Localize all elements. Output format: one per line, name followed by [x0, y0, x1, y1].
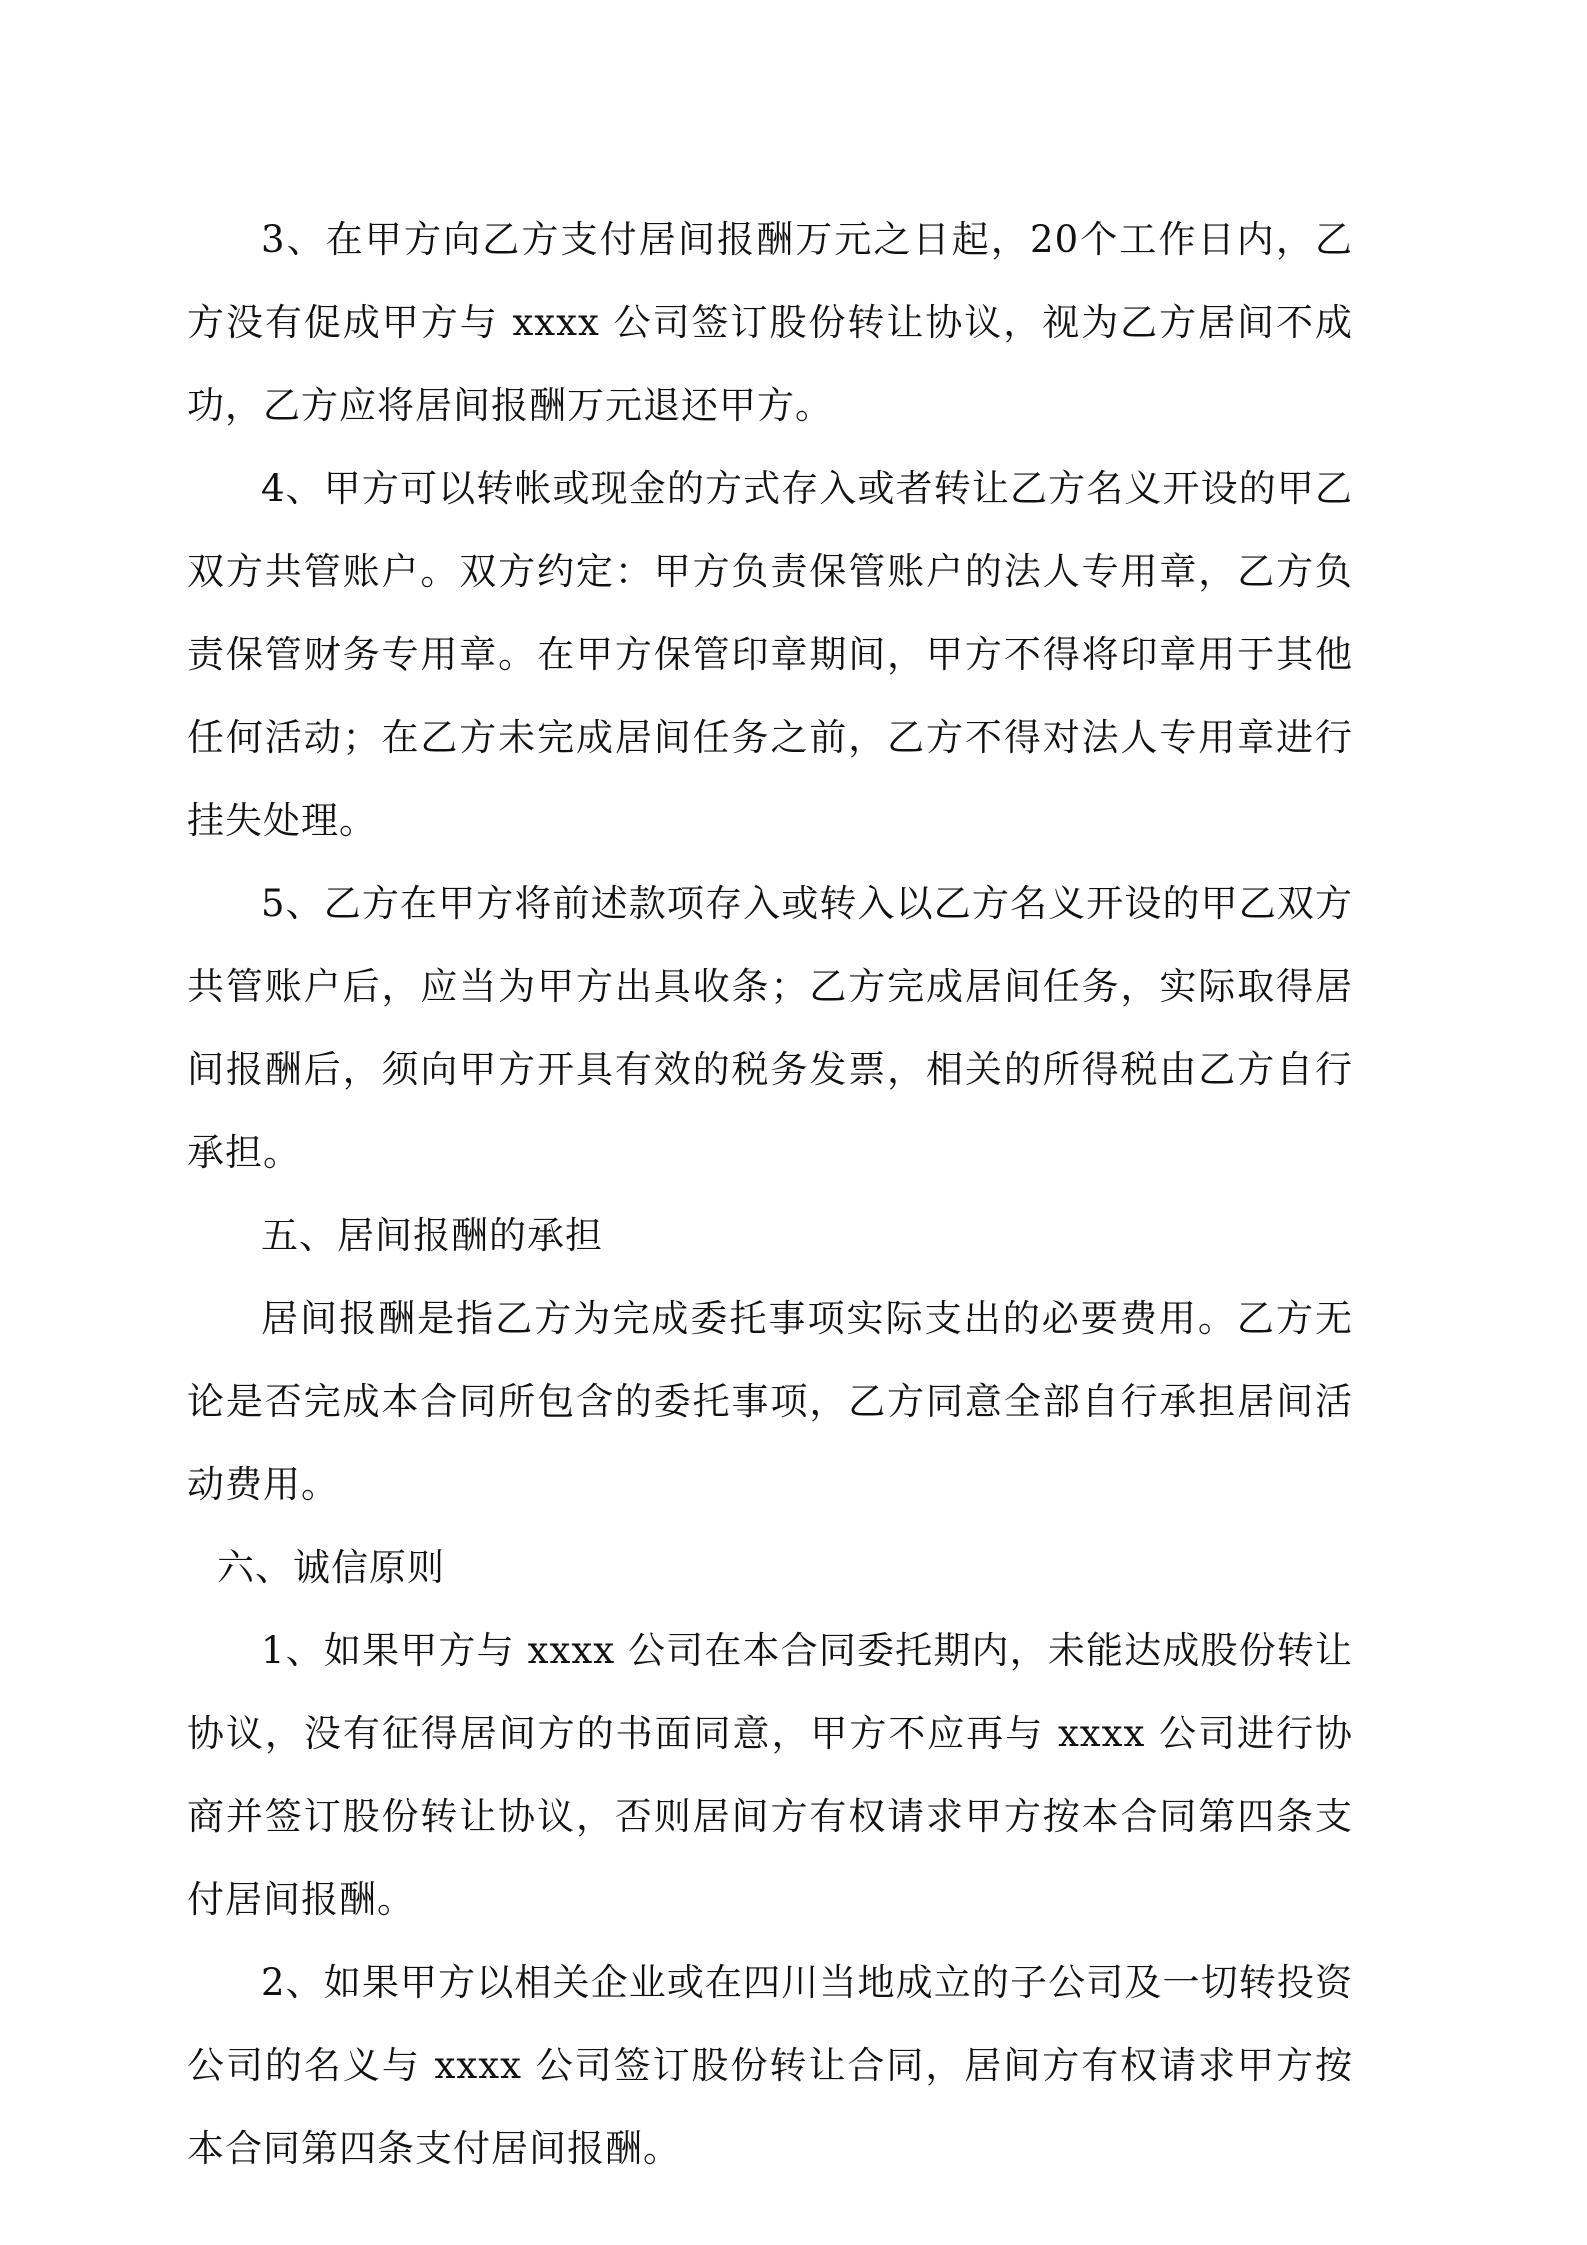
clause-5-paragraph: 5、乙方在甲方将前述款项存入或转入以乙方名义开设的甲乙双方共管账户后，应当为甲方出具收条；乙方完成居间任务，实际取得居间报酬后，须向甲方开具有效的税务发票，相关的所得税由乙方自行承担。 — [187, 882, 1353, 1174]
clause-6-1-paragraph: 1、如果甲方与 xxxx 公司在本合同委托期内，未能达成股份转让协议，没有征得居间方的书面同意，甲方不应再与 xxxx 公司进行协商并签订股份转让协议，否则居间方有权请求甲方按本合同第四条支付居间报酬。 — [187, 1629, 1353, 1921]
clause-4-paragraph: 4、甲方可以转帐或现金的方式存入或者转让乙方名义开设的甲乙双方共管账户。双方约定：甲方负责保管账户的法人专用章，乙方负责保管财务专用章。在甲方保管印章期间，甲方不得将印章用于其他任何活动；在乙方未完成居间任务之前，乙方不得对法人专用章进行挂失处理。 — [187, 467, 1353, 842]
clause-6-2-paragraph: 2、如果甲方以相关企业或在四川当地成立的子公司及一切转投资公司的名义与 xxxx 公司签订股份转让合同，居间方有权请求甲方按本合同第四条支付居间报酬。 — [187, 1961, 1353, 2170]
document-page — [187, 198, 1353, 2190]
clause-3-paragraph: 3、在甲方向乙方支付居间报酬万元之日起，20个工作日内，乙方没有促成甲方与 xxxx 公司签订股份转让协议，视为乙方居间不成功，乙方应将居间报酬万元退还甲方。 — [187, 218, 1353, 427]
section-5-heading: 五、居间报酬的承担 — [261, 1214, 603, 1257]
section-5-body: 居间报酬是指乙方为完成委托事项实际支出的必要费用。乙方无论是否完成本合同所包含的委托事项，乙方同意全部自行承担居间活动费用。 — [187, 1297, 1353, 1506]
section-6-heading: 六、诚信原则 — [217, 1546, 445, 1589]
